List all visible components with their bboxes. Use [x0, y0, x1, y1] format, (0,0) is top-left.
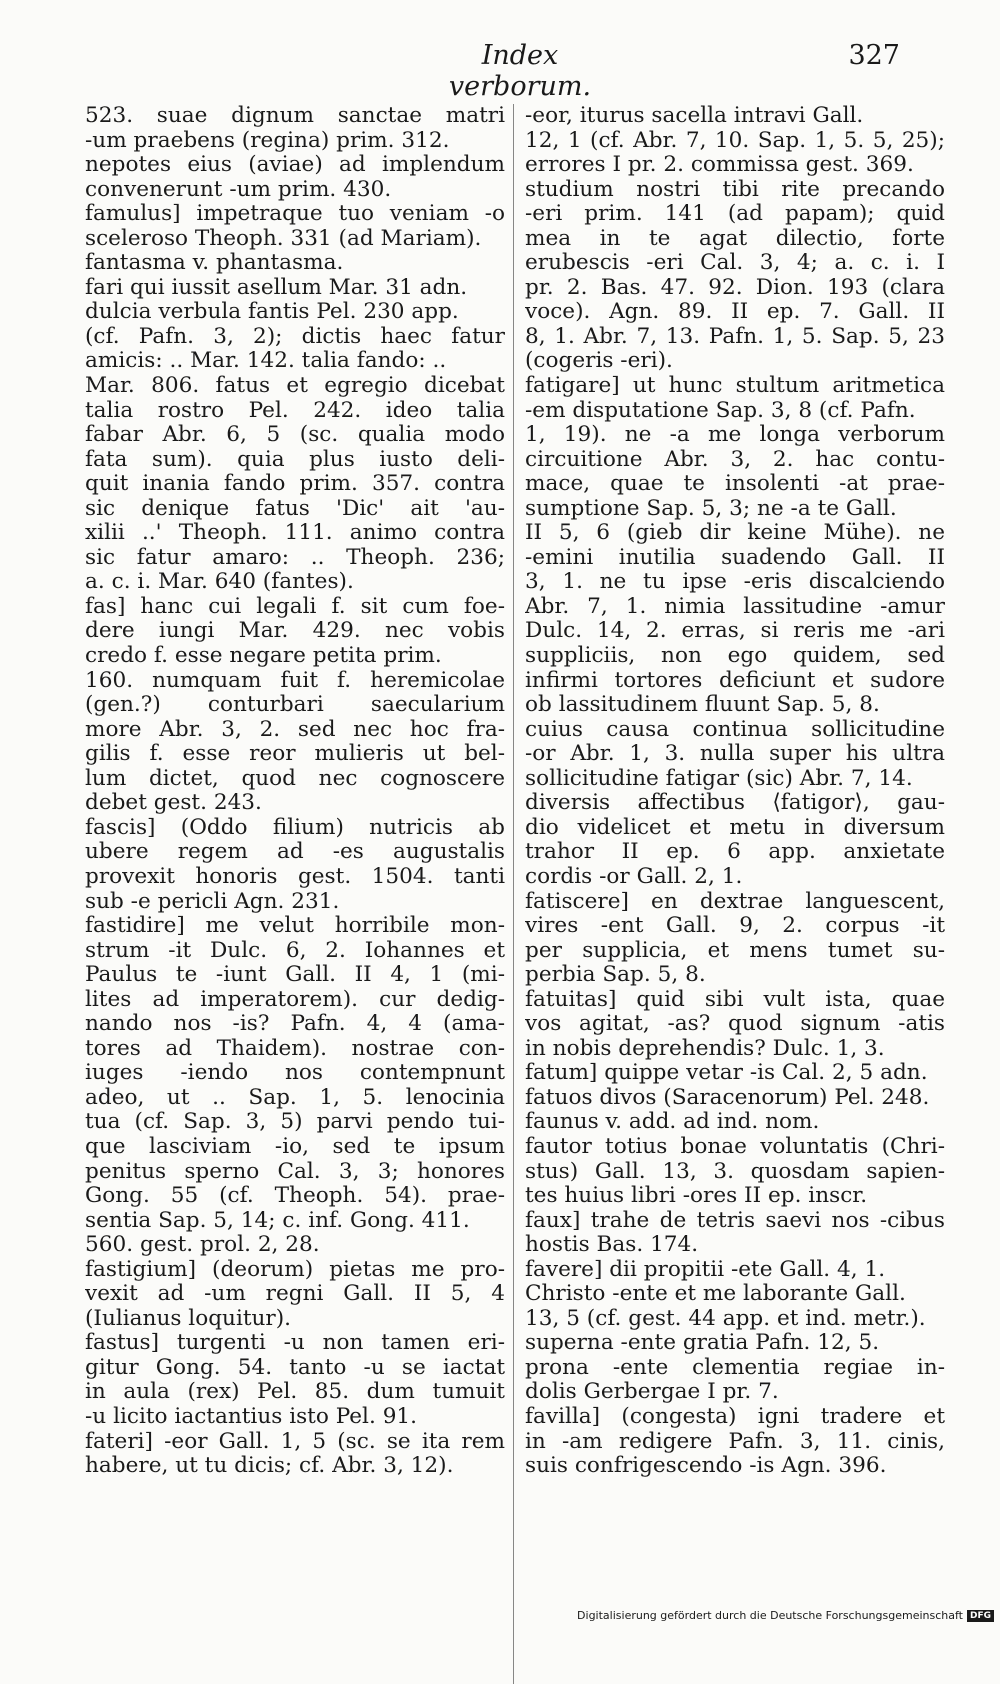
text-line: sic fatur amaro: .. Theoph. 236;	[85, 545, 505, 570]
text-line: tores ad Thaidem). nostrae con-	[85, 1036, 505, 1061]
text-line: -em disputatione Sap. 3, 8 (cf. Pafn.	[525, 398, 916, 423]
column-divider	[513, 104, 514, 1684]
text-line: suppliciis, non ego quidem, sed	[525, 644, 945, 669]
text-line: xilii ..' Theoph. 111. animo contra	[85, 521, 505, 546]
text-line: erubescis -eri Cal. 3, 4; a. c. i. I	[525, 251, 945, 276]
text-line: penitus sperno Cal. 3, 3; honores	[85, 1159, 505, 1184]
text-line: fantasma v. phantasma.	[85, 251, 344, 276]
footer-text: Digitalisierung gefördert durch die Deutsche Forschungsgemeinschaft	[577, 1609, 963, 1622]
text-line: ob lassitudinem fluunt Sap. 5, 8.	[525, 693, 880, 718]
text-line: Paulus te -iunt Gall. II 4, 1 (mi-	[85, 963, 505, 988]
text-line: cuius causa continua sollicitudine	[525, 717, 945, 742]
text-line: in -am redigere Pafn. 3, 11. cinis,	[525, 1429, 945, 1454]
text-line: studium nostri tibi rite precando	[525, 177, 945, 202]
text-line: strum -it Dulc. 6, 2. Iohannes et	[85, 938, 505, 963]
text-line: adeo, ut .. Sap. 1, 5. lenocinia	[85, 1085, 505, 1110]
text-line: 160. numquam fuit f. heremicolae	[85, 668, 505, 693]
text-line: -u licito iactantius isto Pel. 91.	[85, 1404, 418, 1429]
text-line: stus) Gall. 13, 3. quosdam sapien-	[525, 1159, 945, 1184]
right-column	[525, 104, 945, 1479]
running-title: Index verborum.	[448, 40, 592, 102]
text-line: tua (cf. Sap. 3, 5) parvi pendo tui-	[85, 1110, 505, 1135]
text-line: fatuitas] quid sibi vult ista, quae	[525, 987, 945, 1012]
text-line: more Abr. 3, 2. sed nec hoc fra-	[85, 717, 505, 742]
text-line: sollicitudine fatigar (sic) Abr. 7, 14.	[525, 766, 913, 791]
text-line: iuges -iendo nos contempnunt	[85, 1061, 505, 1086]
text-line: fabar Abr. 6, 5 (sc. qualia modo	[85, 423, 505, 448]
text-line: -eri prim. 141 (ad papam); quid	[525, 202, 945, 227]
text-line: debet gest. 243.	[85, 791, 262, 816]
text-line: faux] trahe de tetris saevi nos -cibus	[525, 1208, 945, 1233]
text-line: dulcia verbula fantis Pel. 230 app.	[85, 300, 459, 325]
text-line: provexit honoris gest. 1504. tanti	[85, 864, 505, 889]
page-number: 327	[848, 40, 900, 71]
text-line: Christo -ente et me laborante Gall.	[525, 1282, 906, 1307]
text-line: Abr. 7, 1. nimia lassitudine -amur	[525, 594, 945, 619]
text-line: errores I pr. 2. commissa gest. 369.	[525, 153, 914, 178]
footer	[577, 1609, 994, 1622]
text-line: Gong. 55 (cf. Theoph. 54). prae-	[85, 1184, 505, 1209]
text-line: fastigium] (deorum) pietas me pro-	[85, 1257, 505, 1282]
text-line: prona -ente clementia regiae in-	[525, 1355, 945, 1380]
text-line: sceleroso Theoph. 331 (ad Mariam).	[85, 226, 482, 251]
text-line: credo f. esse negare petita prim.	[85, 644, 442, 669]
text-line: vexit ad -um regni Gall. II 5, 4	[85, 1282, 505, 1307]
text-line: fautor totius bonae voluntatis (Chri-	[525, 1134, 945, 1159]
text-line: -or Abr. 1, 3. nulla super his ultra	[525, 742, 945, 767]
text-line: favere] dii propitii -ete Gall. 4, 1.	[525, 1257, 886, 1282]
text-line: fastidire] me velut horribile mon-	[85, 914, 505, 939]
text-line: voce). Agn. 89. II ep. 7. Gall. II	[525, 300, 945, 325]
text-line: fascis] (Oddo filium) nutricis ab	[85, 815, 505, 840]
text-line: -um praebens (regina) prim. 312.	[85, 128, 450, 153]
text-line: talia rostro Pel. 242. ideo talia	[85, 398, 505, 423]
text-line: 12, 1 (cf. Abr. 7, 10. Sap. 1, 5. 5, 25);	[525, 128, 945, 153]
text-line: nepotes eius (aviae) ad implendum	[85, 153, 505, 178]
text-line: sumptione Sap. 5, 3; ne -a te Gall.	[525, 496, 897, 521]
text-line: mea in te agat dilectio, forte	[525, 226, 945, 251]
text-line: 8, 1. Abr. 7, 13. Pafn. 1, 5. Sap. 5, 23	[525, 324, 945, 349]
text-line: fatuos divos (Saracenorum) Pel. 248.	[525, 1085, 930, 1110]
text-line: (Iulianus loquitur).	[85, 1306, 292, 1331]
dfg-logo: DFG	[967, 1610, 994, 1622]
text-line: famulus] impetraque tuo veniam -o	[85, 202, 505, 227]
text-line: (cogeris -eri).	[525, 349, 673, 374]
text-line: fas] hanc cui legali f. sit cum foe-	[85, 594, 505, 619]
text-line: per supplicia, et mens tumet su-	[525, 938, 945, 963]
text-line: fateri] -eor Gall. 1, 5 (sc. se ita rem	[85, 1429, 505, 1454]
text-line: 523. suae dignum sanctae matri	[85, 104, 505, 128]
text-line: 1, 19). ne -a me longa verborum	[525, 423, 945, 448]
text-line: dio videlicet et metu in diversum	[525, 815, 945, 840]
text-line: fata sum). quia plus iusto deli-	[85, 447, 505, 472]
text-line: nando nos -is? Pafn. 4, 4 (ama-	[85, 1012, 505, 1037]
text-line: in aula (rex) Pel. 85. dum tumuit	[85, 1380, 505, 1405]
text-line: ubere regem ad -es augustalis	[85, 840, 505, 865]
text-line: lum dictet, quod nec cognoscere	[85, 766, 505, 791]
text-line: mace, quae te insolenti -at prae-	[525, 472, 945, 497]
text-line: Dulc. 14, 2. erras, si reris me -ari	[525, 619, 945, 644]
text-line: (gen.?) conturbari saecularium	[85, 693, 505, 718]
text-line: amicis: .. Mar. 142. talia fando: ..	[85, 349, 447, 374]
text-line: perbia Sap. 5, 8.	[525, 963, 706, 988]
text-line: fatigare] ut hunc stultum aritmetica	[525, 374, 945, 399]
text-line: pr. 2. Bas. 47. 92. Dion. 193 (clara	[525, 275, 945, 300]
text-line: 3, 1. ne tu ipse -eris discalciendo	[525, 570, 945, 595]
text-line: suis confrigescendo -is Agn. 396.	[525, 1454, 887, 1479]
text-line: faunus v. add. ad ind. nom.	[525, 1110, 820, 1135]
text-line: hostis Bas. 174.	[525, 1233, 699, 1258]
text-line: (cf. Pafn. 3, 2); dictis haec fatur	[85, 324, 505, 349]
text-line: fatiscere] en dextrae languescent,	[525, 889, 945, 914]
text-line: fari qui iussit asellum Mar. 31 adn.	[85, 275, 468, 300]
text-line: que lasciviam -io, sed te ipsum	[85, 1134, 505, 1159]
text-line: sub -e pericli Agn. 231.	[85, 889, 340, 914]
text-line: habere, ut tu dicis; cf. Abr. 3, 12).	[85, 1454, 454, 1479]
text-line: favilla] (congesta) igni tradere et	[525, 1404, 945, 1429]
text-line: II 5, 6 (gieb dir keine Mühe). ne	[525, 521, 945, 546]
text-line: dolis Gerbergae I pr. 7.	[525, 1380, 779, 1405]
text-line: fastus] turgenti -u non tamen eri-	[85, 1331, 505, 1356]
text-line: quit inania fando prim. 357. contra	[85, 472, 505, 497]
text-line: infirmi tortores deficiunt et sudore	[525, 668, 945, 693]
text-line: in nobis deprehendis? Dulc. 1, 3.	[525, 1036, 885, 1061]
text-line: superna -ente gratia Pafn. 12, 5.	[525, 1331, 880, 1356]
text-line: vos agitat, -as? quod signum -atis	[525, 1012, 945, 1037]
text-line: sentia Sap. 5, 14; c. inf. Gong. 411.	[85, 1208, 470, 1233]
text-line: dere iungi Mar. 429. nec vobis	[85, 619, 505, 644]
text-line: sic denique fatus 'Dic' ait 'au-	[85, 496, 505, 521]
text-line: lites ad imperatorem). cur dedig-	[85, 987, 505, 1012]
text-line: gitur Gong. 54. tanto -u se iactat	[85, 1355, 505, 1380]
text-line: -eor, iturus sacella intravi Gall.	[525, 104, 864, 128]
text-line: diversis affectibus ⟨fatigor⟩, gau-	[525, 791, 945, 816]
text-line: fatum] quippe vetar -is Cal. 2, 5 adn.	[525, 1061, 928, 1086]
text-line: a. c. i. Mar. 640 (fantes).	[85, 570, 354, 595]
text-line: convenerunt -um prim. 430.	[85, 177, 392, 202]
text-line: 13, 5 (cf. gest. 44 app. et ind. metr.).	[525, 1306, 926, 1331]
text-line: cordis -or Gall. 2, 1.	[525, 864, 743, 889]
text-line: -emini inutilia suadendo Gall. II	[525, 545, 945, 570]
text-line: Mar. 806. fatus et egregio dicebat	[85, 374, 505, 399]
text-line: circuitione Abr. 3, 2. hac contu-	[525, 447, 945, 472]
text-line: tes huius libri -ores II ep. inscr.	[525, 1184, 868, 1209]
text-line: 560. gest. prol. 2, 28.	[85, 1233, 320, 1258]
left-column	[85, 104, 505, 1479]
text-line: trahor II ep. 6 app. anxietate	[525, 840, 945, 865]
text-line: gilis f. esse reor mulieris ut bel-	[85, 742, 505, 767]
text-line: vires -ent Gall. 9, 2. corpus -it	[525, 914, 945, 939]
page-header	[0, 40, 1000, 102]
